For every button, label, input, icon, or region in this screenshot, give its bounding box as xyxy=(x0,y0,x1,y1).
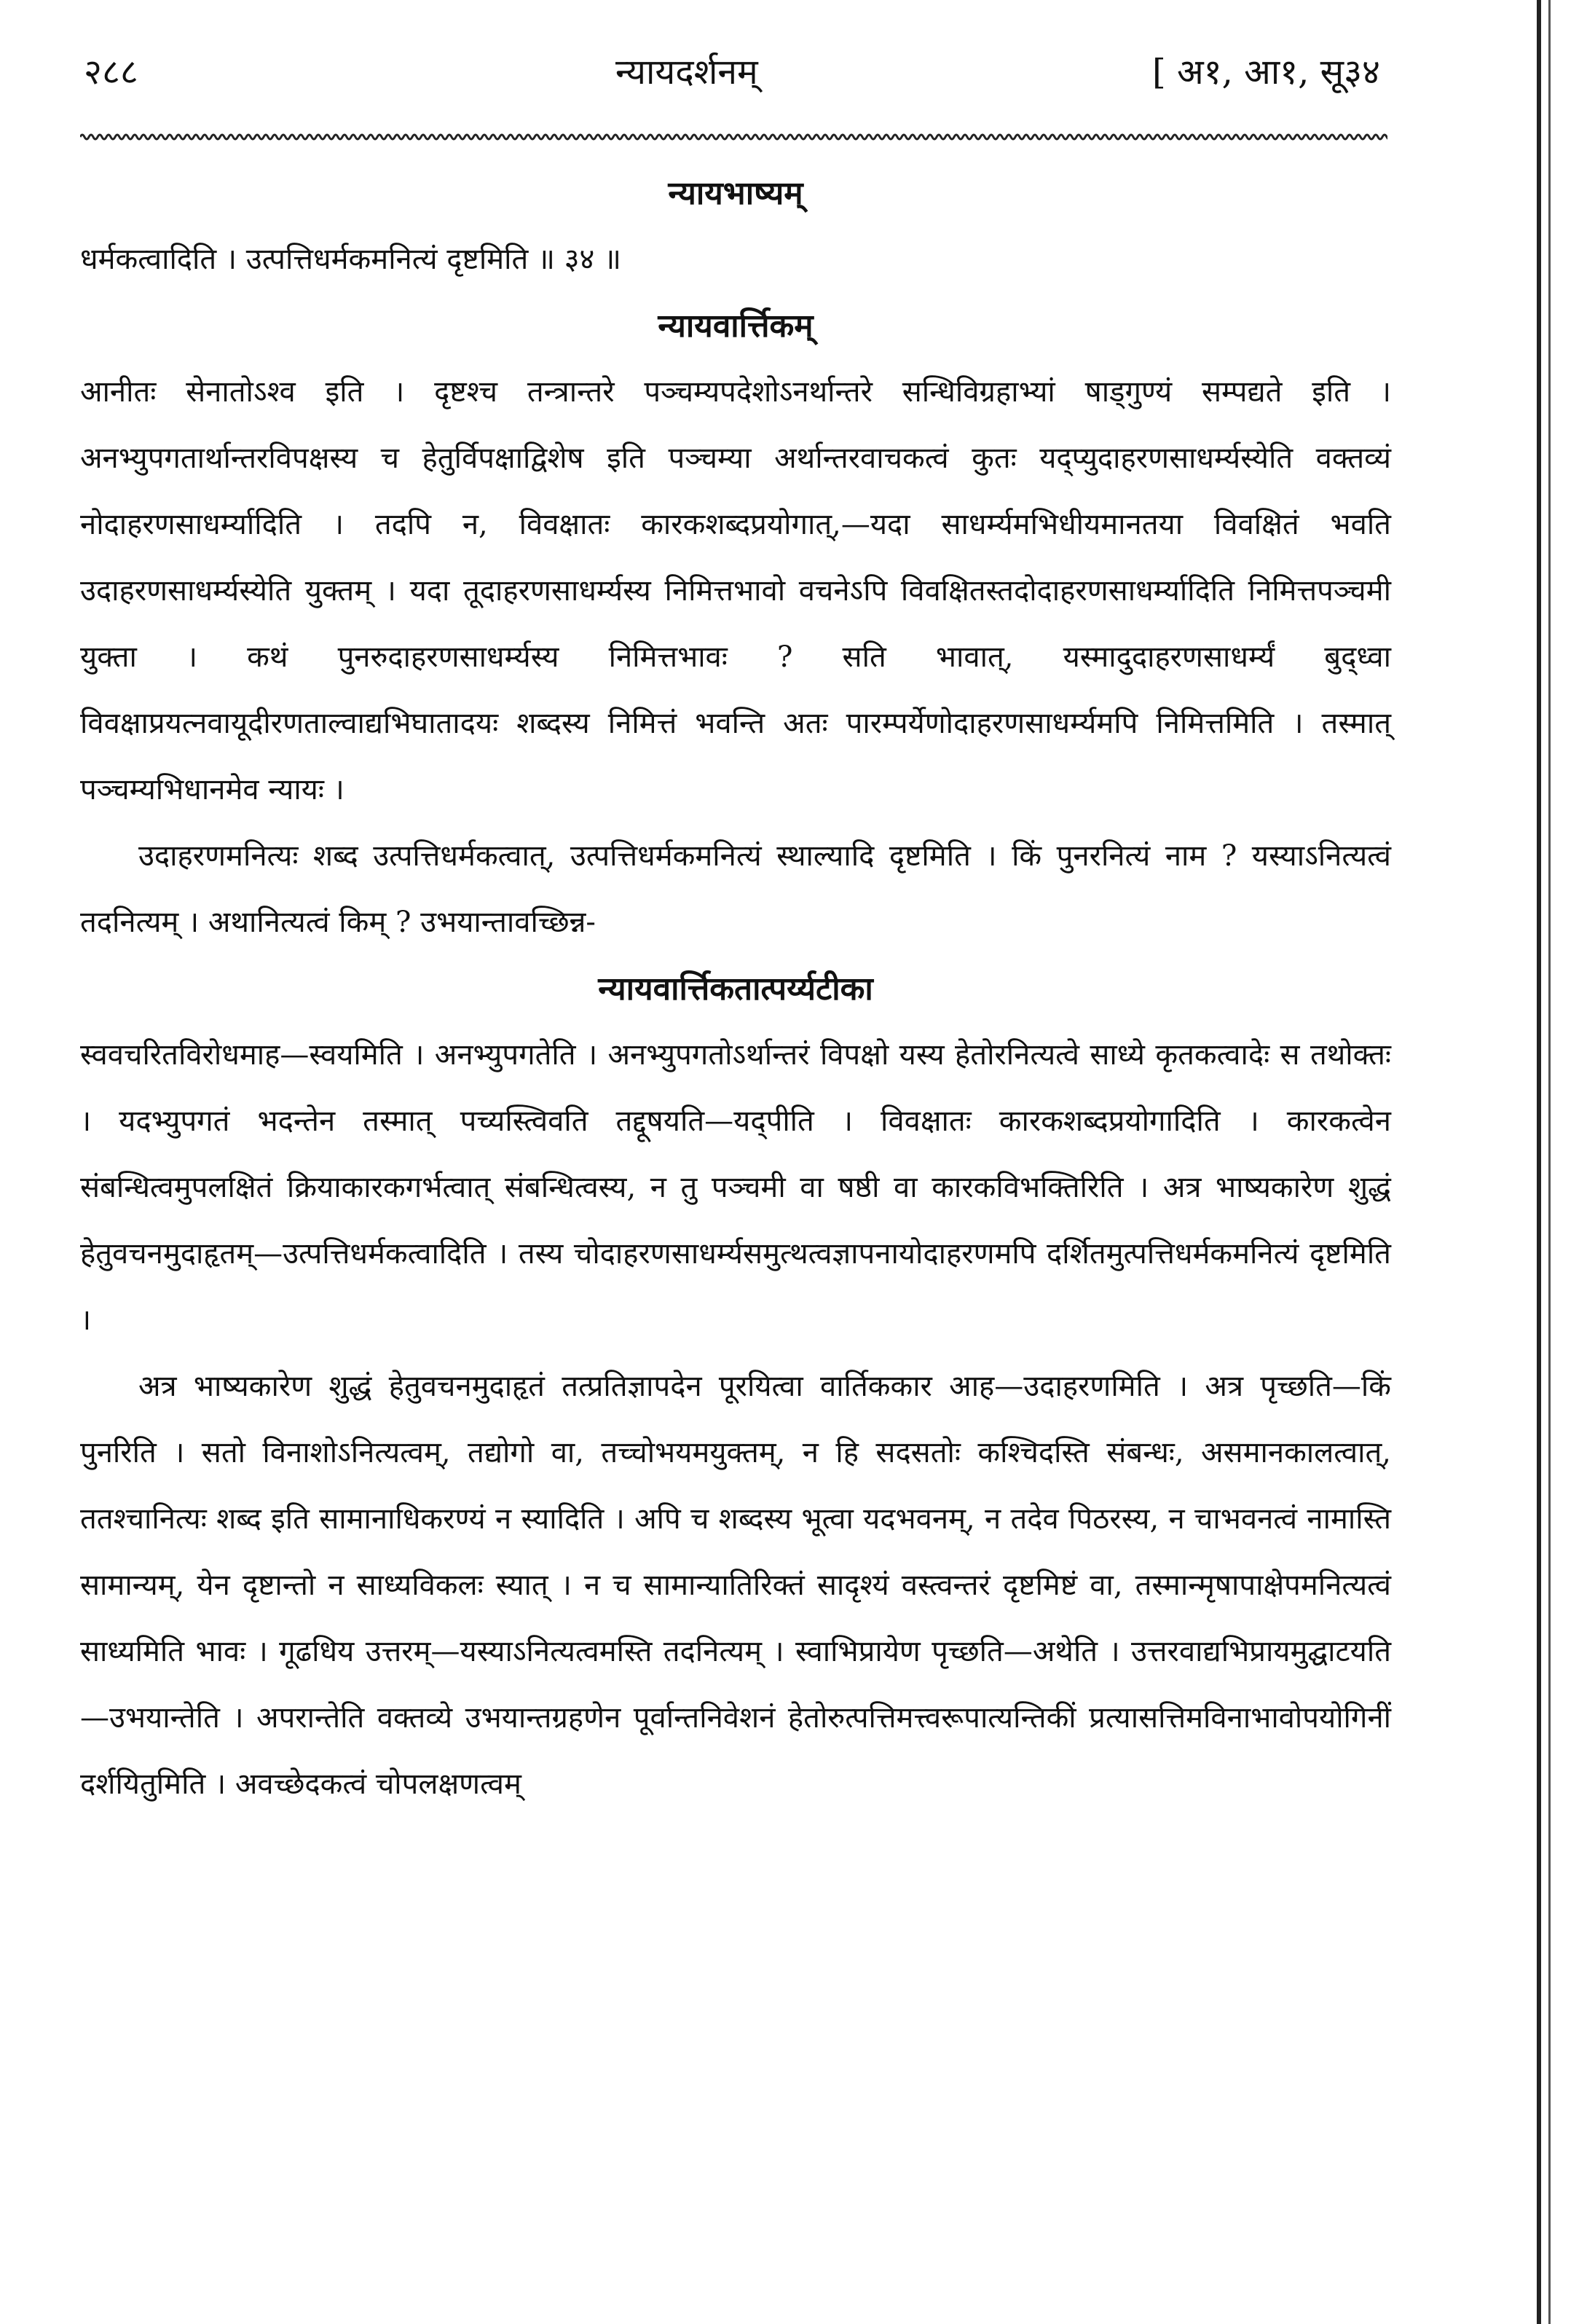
section-reference: [ अ१, आ१, सू३४ xyxy=(1151,52,1380,93)
running-title: न्यायदर्शनम् xyxy=(615,52,758,93)
page-number: २८८ xyxy=(84,52,138,93)
section-tatparya-tika xyxy=(80,956,1391,1818)
page-header xyxy=(84,40,1380,98)
binding-edge-inner xyxy=(1548,0,1551,2324)
binding-edge xyxy=(1537,0,1541,2324)
section-heading: न्यायभाष्यम् xyxy=(668,175,803,212)
paragraph: अत्र भाष्यकारेण शुद्धं हेतुवचनमुदाहृतं तत्प्रतिज्ञापदेन पूरयित्वा वार्तिककार आह—उदाहरणमिति । अत्र पृच्छति—किं पुनरिति । सतो विनाशोऽनित्यत्वम्, तद्योगो वा, तच्चोभयमयुक्तम्, न हि सदसतोः कश्चिदस्ति संबन्धः, असमानकालत्वात्, ततश्चानित्यः शब्द इति सामानाधिकरण्यं न स्यादिति । अपि च शब्दस्य भूत्वा यदभवनम्, न तदेव पिठरस्य, न चाभवनत्वं नामास्ति सामान्यम्, येन दृष्टान्तो न साध्यविकलः स्यात् । न च सामान्यातिरिक्तं सादृश्यं वस्त्वन्तरं दृष्टमिष्टं वा, तस्मान्मृषापाक्षेपमनित्यत्वं साध्यमिति भावः । गूढधिय उत्तरम्—यस्याऽनित्यत्वमस्ति तदनित्यम् । स्वाभिप्रायेण पृच्छति—अथेति । उत्तरवाद्यभिप्रायमुद्घाटयति—उभयान्तेति । अपरान्तेति वक्तव्ये उभयान्तग्रहणेन पूर्वान्तनिवेशनं हेतोरुत्पत्तिमत्त्वरूपात्यन्तिकीं प्रत्यासत्तिमविनाभावोपयोगिनीं दर्शयितुमिति । अवच्छेदकत्वं चोपलक्षणत्वम् xyxy=(80,1370,1391,1801)
page-body xyxy=(80,160,1391,1818)
section-heading: न्यायवार्त्तिकतात्पर्य्यटीका xyxy=(598,970,873,1008)
header-wavy-rule xyxy=(80,131,1387,143)
section-heading: न्यायवार्त्तिकम् xyxy=(658,307,814,345)
paragraph: आनीतः सेनातोऽश्व इति । दृष्टश्च तन्त्रान्तरे पञ्चम्यपदेशोऽनर्थान्तरे सन्धिविग्रहाभ्यां षाड्गुण्यं सम्पद्यते इति । अनभ्युपगतार्थान्तरविपक्षस्य च हेतुर्विपक्षाद्विशेष इति पञ्चम्या अर्थान्तरवाचकत्वं कुतः यद्प्युदाहरणसाधर्म्यस्येति वक्तव्यं नोदाहरणसाधर्म्यादिति । तदपि न, विवक्षातः कारकशब्दप्रयोगात्,—यदा साधर्म्यमभिधीयमानतया विवक्षितं भवति उदाहरणसाधर्म्यस्येति युक्तम् । यदा तूदाहरणसाधर्म्यस्य निमित्तभावो वचनेऽपि विवक्षितस्तदोदाहरणसाधर्म्यादिति निमित्तपञ्चमी युक्ता । कथं पुनरुदाहरणसाधर्म्यस्य निमित्तभावः ? सति भावात्, यस्मादुदाहरणसाधर्म्यं बुद्ध्वा विवक्षाप्रयत्नवायूदीरणताल्वाद्यभिघातादयः शब्दस्य निमित्तं भवन्ति अतः पारम्पर्येणोदाहरणसाधर्म्यमपि निमित्तमिति । तस्मात् पञ्चम्यभिधानमेव न्यायः । xyxy=(80,375,1391,806)
paragraph: उदाहरणमनित्यः शब्द उत्पत्तिधर्मकत्वात्, उत्पत्तिधर्मकमनित्यं स्थाल्यादि दृष्टमिति । किं पुनरनित्यं नाम ? यस्याऽनित्यत्वं तदनित्यम् । अथानित्यत्वं किम् ? उभयान्तावच्छिन्न- xyxy=(80,839,1391,939)
section-bhashya xyxy=(80,160,1391,293)
paragraph: धर्मकत्वादिति । उत्पत्तिधर्मकमनित्यं दृष्टमिति ॥ ३४ ॥ xyxy=(80,243,621,276)
section-varttika xyxy=(80,293,1391,956)
paragraph: स्ववचरितविरोधमाह—स्वयमिति । अनभ्युपगतेति । अनभ्युपगतोऽर्थान्तरं विपक्षो यस्य हेतोरनित्यत्वे साध्ये कृतकत्वादेः स तथोक्तः । यदभ्युपगतं भदन्तेन तस्मात् पच्यस्त्विवति तद्दूषयति—यद्पीति । विवक्षातः कारकशब्दप्रयोगादिति । कारकत्वेन संबन्धित्वमुपलक्षितं क्रियाकारकगर्भत्वात् संबन्धित्वस्य, न तु पञ्चमी वा षष्ठी वा कारकविभक्तिरिति । अत्र भाष्यकारेण शुद्धं हेतुवचनमुदाहृतम्—उत्पत्तिधर्मकत्वादिति । तस्य चोदाहरणसाधर्म्यसमुत्थत्वज्ञापनायोदाहरणमपि दर्शितमुत्पत्तिधर्मकमनित्यं दृष्टमिति । xyxy=(80,1038,1391,1337)
